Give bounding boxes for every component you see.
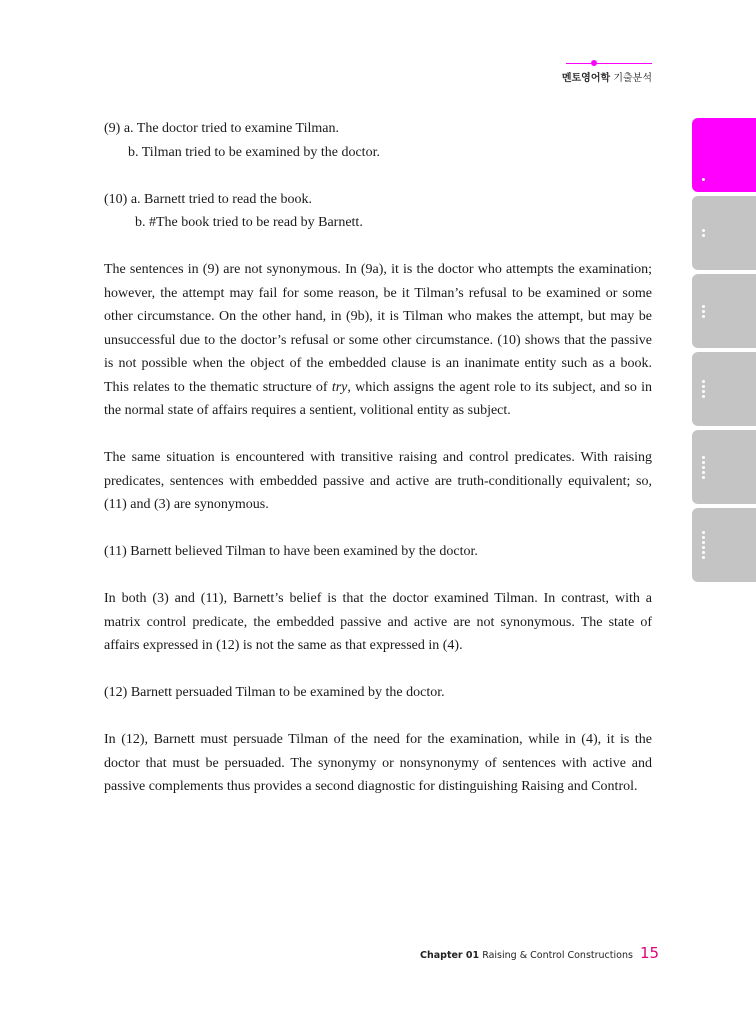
- paragraph-1-italic: try: [331, 379, 348, 395]
- tab-dot: [702, 385, 705, 388]
- tab-dot: [702, 466, 705, 469]
- footer-chapter-label: Chapter 01: [420, 950, 480, 961]
- tab-dot: [702, 461, 705, 464]
- tab-dot: [702, 546, 705, 549]
- tab-dot: [702, 536, 705, 539]
- example-10a: (10) a. Barnett tried to read the book.: [104, 191, 312, 207]
- tab-dots-icon: [700, 229, 706, 237]
- tab-dot: [702, 556, 705, 559]
- paragraph-1-part-a: The sentences in (9) are not synonymous. In (9a), it is the doctor who attempts the examination; however, the attempt may fail for some reason, be it Tilman’s refusal to be examined or some other circumstance. On the other hand, in (9b), it is Tilman who makes the attempt, but may be unsuccessful due to the doctor’s refusal or some other circumstance. (10) shows that the passive is not possible when the object of the embedded clause is an inanimate entity such as a book. This relates to the thematic structure of: [104, 262, 652, 395]
- chapter-tab-6[interactable]: [692, 508, 756, 582]
- tab-dots-icon: [700, 380, 706, 398]
- tab-dot: [702, 305, 705, 308]
- tab-dot: [702, 178, 705, 181]
- spacer: [104, 235, 652, 259]
- tab-dot: [702, 476, 705, 479]
- example-9a: (9) a. The doctor tried to examine Tilman.: [104, 121, 339, 136]
- paragraph-4: In (12), Barnett must persuade Tilman of the need for the examination, while in (4), it is the doctor that must be persuaded. The synonymy or nonsynonymy of sentences with active and passive complements thus provides a second diagnostic for distinguishing Raising and Control.: [104, 732, 652, 794]
- tab-dot: [702, 234, 705, 237]
- chapter-tab-3[interactable]: [692, 274, 756, 348]
- header-brand-rest: 기출분석: [613, 73, 652, 84]
- chapter-tab-4[interactable]: [692, 352, 756, 426]
- example-11: (11) Barnett believed Tilman to have been examined by the doctor.: [104, 544, 478, 559]
- footer-chapter-title: Raising & Control Constructions: [482, 950, 633, 961]
- tab-dot: [702, 531, 705, 534]
- tab-dot: [702, 380, 705, 383]
- example-10b: b. #The book tried to be read by Barnett.: [135, 215, 363, 230]
- header-brand-bold: 멘토영어학: [561, 73, 611, 84]
- tab-dot: [702, 471, 705, 474]
- spacer: [104, 164, 652, 188]
- tab-dot: [702, 456, 705, 459]
- tab-dot: [702, 229, 705, 232]
- tab-dots-icon: [700, 305, 706, 318]
- footer: [420, 944, 660, 962]
- example-12: (12) Barnett persuaded Tilman to be examined by the doctor.: [104, 685, 445, 700]
- chapter-tab-1[interactable]: [692, 118, 756, 192]
- paragraph-1: [104, 258, 652, 423]
- tab-dot: [702, 310, 705, 313]
- example-9b: b. Tilman tried to be examined by the doctor.: [128, 144, 380, 160]
- header-dot: [591, 60, 597, 66]
- paragraph-1-part-b: , which assigns the agent role to its subject, and so in the normal state of affairs requires a sentient, volitional entity as subject.: [104, 379, 652, 418]
- spacer: [104, 423, 652, 447]
- header-rule: [566, 63, 652, 64]
- page-body: [104, 117, 652, 799]
- tab-dots-icon: [700, 531, 706, 559]
- spacer: [104, 658, 652, 682]
- spacer: [104, 517, 652, 541]
- chapter-tab-5[interactable]: [692, 430, 756, 504]
- tab-dots-icon: [700, 178, 706, 181]
- tab-dot: [702, 315, 705, 318]
- chapter-tab-2[interactable]: [692, 196, 756, 270]
- tab-dot: [702, 541, 705, 544]
- page-number: 15: [639, 944, 660, 962]
- spacer: [104, 705, 652, 729]
- paragraph-2: The same situation is encountered with transitive raising and control predicates. With raising predicates, sentences with embedded passive and active are truth-conditionally equivalent; so, (11) and (3) are synonymous.: [104, 450, 652, 512]
- tab-dot: [702, 395, 705, 398]
- tab-dots-icon: [700, 456, 706, 479]
- spacer: [104, 564, 652, 588]
- tab-dot: [702, 390, 705, 393]
- paragraph-3: In both (3) and (11), Barnett’s belief is that the doctor examined Tilman. In contrast, with a matrix control predicate, the embedded passive and active are not synonymous. The state of affairs expressed in (12) is not the same as that expressed in (4).: [104, 591, 652, 653]
- tab-dot: [702, 551, 705, 554]
- header-brand: [540, 69, 652, 84]
